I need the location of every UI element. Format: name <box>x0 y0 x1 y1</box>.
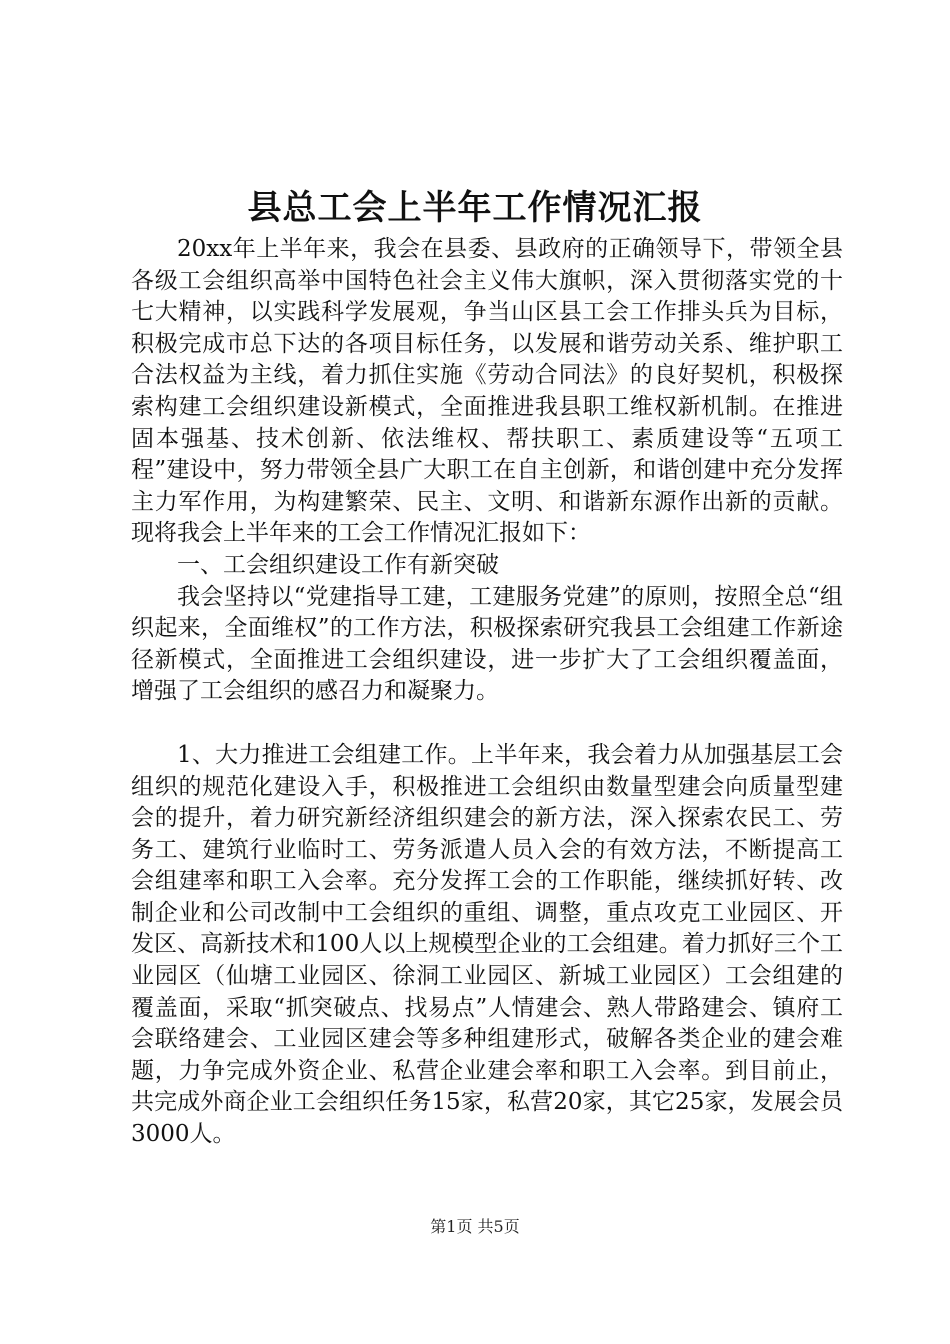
intro-paragraph: 20xx年上半年来，我会在县委、县政府的正确领导下，带领全县各级工会组织高举中国特色社会主义伟大旗帜，深入贯彻落实党的十七大精神，以实践科学发展观，争当山区县工会工作排头兵为目标，积极完成市总下达的各项目标任务，以发展和谐劳动关系、维护职工合法权益为主线，着力抓住实施《劳动合同法》的良好契机，积极探索构建工会组织建设新模式，全面推进我县职工维权新机制。在推进固本强基、技术创新、依法维权、帮扶职工、素质建设等“五项工程”建设中，努力带领全县广大职工在自主创新，和谐创建中充分发挥主力军作用，为构建繁荣、民主、文明、和谐新东源作出新的贡献。现将我会上半年来的工会工作情况汇报如下： <box>131 236 843 547</box>
section-1-paragraph: 我会坚持以“党建指导工建，工建服务党建”的原则，按照全总“组织起来，全面维权”的工作方法，积极探索研究我县工会组建工作新途径新模式，全面推进工会组织建设，进一步扩大了工会组织覆盖面，增强了工会组织的感召力和凝聚力。 <box>131 583 843 705</box>
paragraph-spacer <box>131 708 843 740</box>
page-number-footer: 第1页 共5页 <box>430 1217 520 1236</box>
document-title: 县总工会上半年工作情况汇报 <box>247 188 703 228</box>
document-body <box>131 234 843 1151</box>
section-heading-1: 一、工会组织建设工作有新突破 <box>177 551 499 578</box>
item-1-paragraph: 1、大力推进工会组建工作。上半年来，我会着力从加强基层工会组织的规范化建设入手，积极推进工会组织由数量型建会向质量型建会的提升，着力研究新经济组织建会的新方法，深入探索农民工、劳务工、建筑行业临时工、劳务派遣人员入会的有效方法，不断提高工会组建率和职工入会率。充分发挥工会的工作职能，继续抓好转、改制企业和公司改制中工会组织的重组、调整，重点攻克工业园区、开发区、高新技术和100人以上规模型企业的工会组建。着力抓好三个工业园区（仙塘工业园区、徐洞工业园区、新城工业园区）工会组建的覆盖面，采取“抓突破点、找易点”人情建会、熟人带路建会、镇府工会联络建会、工业园区建会等多种组建形式，破解各类企业的建会难题，力争完成外资企业、私营企业建会率和职工入会率。到目前止，共完成外商企业工会组织任务15家，私营20家，其它25家，发展会员3000人。 <box>131 741 843 1148</box>
